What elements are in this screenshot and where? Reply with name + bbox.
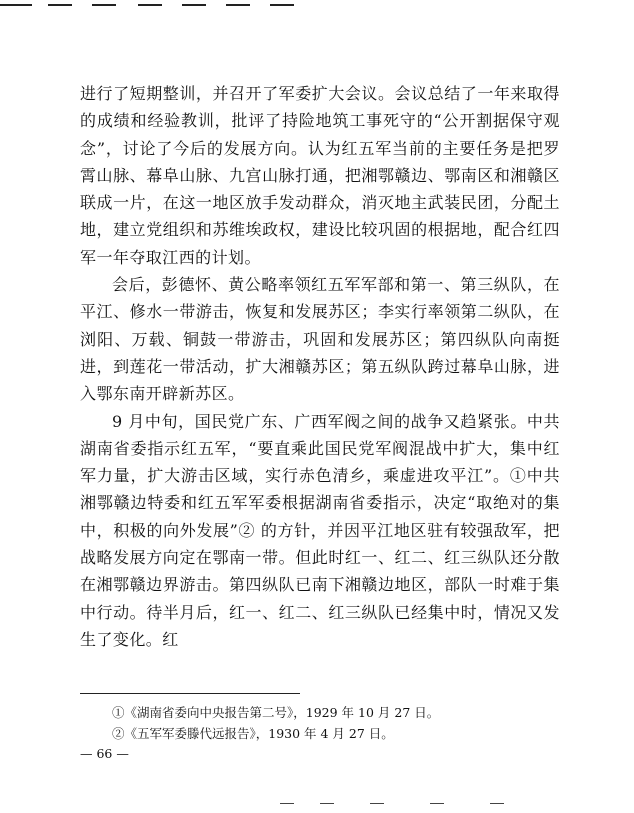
paragraph-2: 会后，彭德怀、黄公略率领红五军军部和第一、第三纵队，在平江、修水一带游击，恢复和发展苏区；李实行率领第二纵队，在浏阳、万载、铜鼓一带游击，巩固和发展苏区；第四纵队向南挺进，到莲花一带活动，扩大湘赣苏区；第五纵队跨过幕阜山脉，进入鄂东南开辟新苏区。 <box>80 275 560 404</box>
page-number: — 66 — <box>80 746 129 761</box>
paragraph-3: 9 月中旬，国民党广东、广西军阀之间的战争又趋紧张。中共湖南省委指示红五军，“要直乘此国民党军阀混战中扩大，集中红军力量，扩大游击区域，实行赤色清乡，乘虚进攻平江”。①中共湘鄂赣边特委和红五军军委根据湖南省委指示，决定“取绝对的集中，积极的向外发展”② 的方针，并因平江地区驻有较强敌军，把战略发展方向定在鄂南一带。但此时红一、红二、红三纵队还分散在湘鄂赣边界游击。第四纵队已南下湘赣边地区，部队一时难于集中行动。待半月后，红一、红二、红三纵队已经集中时，情况又发生了变化。红 <box>80 411 560 649</box>
footnote-1: ①《湖南省委向中央报告第二号》，1929 年 10 月 27 日。 <box>112 705 440 720</box>
body-text <box>80 80 560 653</box>
bottom-scan-marks <box>280 803 540 805</box>
paragraph-1: 进行了短期整训，并召开了军委扩大会议。会议总结了一年来取得的成绩和经验教训，批评了持险地筑工事死守的“公开割据保守观念”，讨论了今后的发展方向。认为红五军当前的主要任务是把罗霄山脉、幕阜山脉、九宫山脉打通，把湘鄂赣边、鄂南区和湘赣区联成一片，在这一地区放手发动群众，消灭地主武装民团，分配土地，建立党组织和苏维埃政权，建设比较巩固的根据地，配合红四军一年夺取江西的计划。 <box>80 84 560 267</box>
footnotes <box>112 702 562 744</box>
footnote-2: ②《五军军委滕代远报告》，1930 年 4 月 27 日。 <box>112 726 394 741</box>
footnote-divider <box>80 693 300 694</box>
